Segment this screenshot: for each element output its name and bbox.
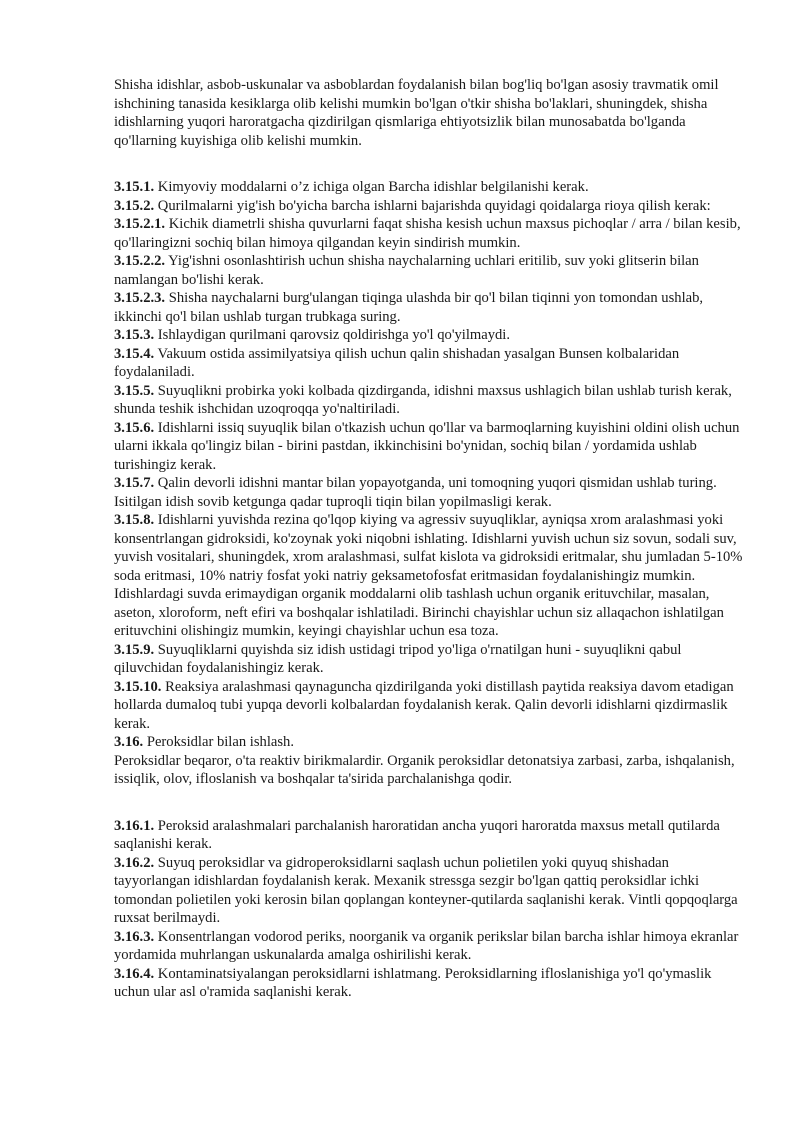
clause-3-15-9 — [114, 641, 744, 678]
clause-text: Suyuq peroksidlar va gidroperoksidlarni saqlash uchun polietilen yoki quyuq shishadan tayyorlangan idishlardan foydalanish kerak. Mexanik stressga sezgir bo'lgan qattiq peroksidlar ichki tomondan polietilen yoki kerosin bilan qoplangan konteyner-qutilarda saqlanishi kerak. Vintli qopqoqlarga ruxsat berilmaydi. — [114, 854, 738, 926]
clause-number: 3.15.2.2. — [114, 253, 166, 269]
clause-text: Qurilmalarni yig'ish bo'yicha barcha ishlarni bajarishda quyidagi qoidalarga rioya qilish kerak: — [154, 197, 711, 214]
clause-3-16-1 — [114, 817, 744, 854]
clause-number: 3.16. — [114, 734, 144, 750]
section-3-16-heading — [114, 733, 744, 752]
clause-3-16-2 — [114, 854, 744, 928]
clause-number: 3.15.5. — [114, 382, 155, 399]
clause-text: Vakuum ostida assimilyatsiya qilish uchun qalin shishadan yasalgan Bunsen kolbalaridan foydalaniladi. — [114, 345, 680, 380]
intro-paragraph: Shisha idishlar, asbob-uskunalar va asboblardan foydalanish bilan bog'liq bo'lgan asosiy travmatik omil ishchining tanasida kesiklarga olib kelishi mumkin bo'lgan o'tkir shisha bo'laklari, shuningdek, shisha idishlarning yuqori haroratgacha qizdirilgan qismlariga ehtiyotsizlik bilan munosabatda bo'lganda qo'llarning kuyishiga olib kelishi mumkin. — [114, 77, 719, 149]
clause-number: 3.15.6. — [114, 419, 155, 436]
clause-text: Suyuqliklarni quyishda siz idish ustidagi tripod yo'liga o'rnatilgan huni - suyuqlikni qabul qiluvchidan foydalanishingiz kerak. — [114, 641, 682, 676]
clause-text: Suyuqlikni probirka yoki kolbada qizdirganda, idishni maxsus ushlagich bilan ushlab turish kerak, shunda teshik ishchidan uzoqroqqa yo'naltiriladi. — [114, 382, 732, 417]
clause-text: Yig'ishni osonlashtirish uchun shisha naychalarning uchlari eritilib, suv yoki glitserin bilan namlangan bo'lishi kerak. — [114, 253, 699, 288]
clause-text: Peroksidlar bilan ishlash. — [143, 734, 294, 750]
clause-number: 3.15.8. — [114, 512, 155, 528]
clause-number: 3.15.2.3. — [114, 290, 166, 306]
clause-text: Peroksid aralashmalari parchalanish haroratidan ancha yuqori haroratda maxsus metall qutilarda saqlanishi kerak. — [114, 817, 720, 852]
clause-text: Kichik diametrli shisha quvurlarni faqat shisha kesish uchun maxsus pichoqlar / arra / bilan kesib, qo'llaringizni sochiq bilan himoya qilgandan keyin sindirish mumkin. — [114, 216, 741, 251]
clause-text: Kontaminatsiyalangan peroksidlarni ishlatmang. Peroksidlarning ifloslanishiga yo'l qo'ymaslik uchun ular asl o'ramida saqlanishi kerak. — [114, 965, 712, 1000]
clause-3-15-7 — [114, 474, 744, 511]
clause-3-15-2-2 — [114, 252, 744, 289]
clause-3-15-4 — [114, 345, 744, 382]
clause-number: 3.16.1. — [114, 817, 155, 834]
clause-3-16-4 — [114, 965, 744, 1002]
section-3-15-list — [114, 178, 744, 789]
clause-number: 3.16.3. — [114, 928, 155, 945]
clause-3-15-2-3 — [114, 289, 744, 326]
clause-number: 3.15.9. — [114, 641, 155, 658]
document-page — [114, 76, 744, 1002]
clause-3-15-3 — [114, 326, 744, 345]
clause-3-15-6 — [114, 419, 744, 475]
clause-number: 3.15.1. — [114, 179, 155, 195]
clause-text: Konsentrlangan vodorod periks, noorganik va organik perikslar bilan barcha ishlar himoya ekranlar yordamida muhrlangan uskunalarda amalga oshirilishi kerak. — [114, 928, 739, 963]
clause-text: Reaksiya aralashmasi qaynaguncha qizdirilganda yoki distillash paytida reaksiya davom etadigan hollarda dumaloq tubi yupqa devorli kolbalardan foydalanish kerak. Qalin devorli idishlarni qizdirmaslik kerak. — [114, 678, 734, 732]
peroxide-intro: Peroksidlar beqaror, o'ta reaktiv birikmalardir. Organik peroksidlar detonatsiya zarbasi, zarba, ishqalanish, issiqlik, olov, ifloslanish va boshqalar ta'sirida parchalanishga qodir. — [114, 752, 735, 787]
clause-number: 3.15.7. — [114, 475, 155, 491]
clause-3-16-3 — [114, 928, 744, 965]
clause-3-15-8 — [114, 511, 744, 641]
clause-text: Shisha naychalarni burg'ulangan tiqinga ulashda bir qo'l bilan tiqinni yon tomondan ushlab, ikkinchi qo'l bilan ushlab turgan trubkaga suring. — [114, 290, 704, 325]
clause-number: 3.15.3. — [114, 327, 155, 343]
clause-3-15-2-1 — [114, 215, 744, 252]
clause-text: Idishlarni issiq suyuqlik bilan o'tkazish uchun qo'llar va barmoqlarning kuyishini oldini olish uchun ularni ikkala qo'lingiz bilan - birini pastdan, ikkinchisini bo'ynidan, sochiq bilan / yordamida ushlab turishingiz kerak. — [114, 419, 740, 473]
clause-number: 3.15.4. — [114, 345, 155, 362]
clause-3-15-5 — [114, 382, 744, 419]
clause-number: 3.16.2. — [114, 854, 155, 871]
clause-text: Qalin devorli idishni mantar bilan yopayotganda, uni tomoqning yuqori qismidan ushlab turing. Isitilgan idish sovib ketgunga qadar tuproqli tiqin bilan yopilmasligi kerak. — [114, 475, 717, 510]
section-3-16-list — [114, 817, 744, 1002]
clause-text: Ishlaydigan qurilmani qarovsiz qoldirishga yo'l qo'yilmaydi. — [154, 327, 510, 343]
clause-3-15-10 — [114, 678, 744, 734]
clause-3-15-2 — [114, 197, 744, 216]
clause-text: Kimyoviy moddalarni o’z ichiga olgan Barcha idishlar belgilanishi kerak. — [154, 179, 589, 195]
clause-text: Idishlarni yuvishda rezina qo'lqop kiying va agressiv suyuqliklar, ayniqsa xrom aralashmasi yoki konsentrlangan gidroksidi, ko'zoynak yoki niqobni ishlating. Idishlarni yuvish uchun siz sovun, sodali suv, yuvish vositalari, shuningdek, xrom aralashmasi, sulfat kislota va gidroksidi eritmalar, shu jumladan 5-10% soda eritmasi, 10% natriy fosfat yoki natriy geksametofosfat eritmasidan foydalanishingiz mumkin. Idishlardagi suvda erimaydigan organik moddalarni olib tashlash uchun organik erituvchilar, masalan, aseton, xloroform, neft efiri va boshqalar ishlatiladi. Birinchi chayishlar uchun siz allaqachon ishlatilgan erituvchini olishingiz mumkin, keyingi chayishlar uchun esa toza. — [114, 512, 743, 639]
clause-number: 3.16.4. — [114, 965, 155, 982]
clause-3-15-1 — [114, 178, 744, 197]
clause-number: 3.15.10. — [114, 678, 162, 695]
clause-number: 3.15.2. — [114, 197, 155, 214]
clause-number: 3.15.2.1. — [114, 216, 166, 232]
